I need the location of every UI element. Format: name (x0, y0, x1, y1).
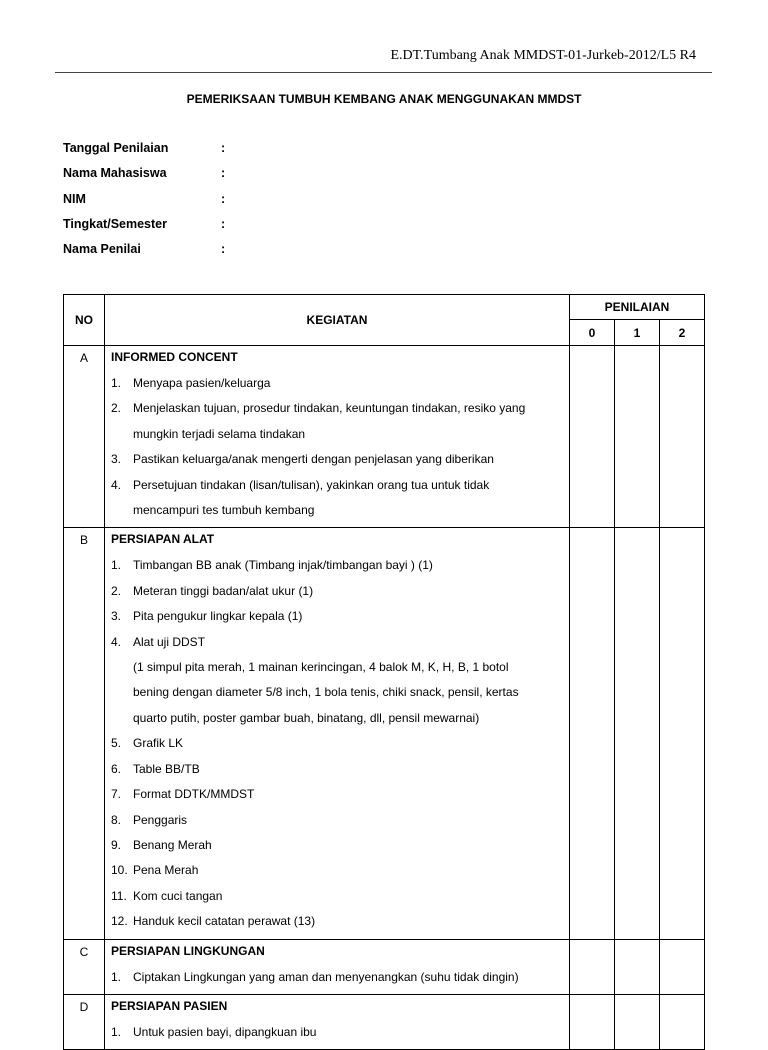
list-item-text: Handuk kecil catatan perawat (13) (133, 914, 316, 929)
list-item-text: Benang Merah (133, 837, 212, 852)
list-item-text: Timbangan BB anak (Timbang injak/timbangan bayi ) (1) (133, 558, 433, 573)
field-label: Tingkat/Semester (63, 216, 167, 231)
score-cell-2[interactable] (660, 528, 705, 939)
list-item-number: 11. (111, 888, 127, 903)
score-cell-1[interactable] (615, 939, 660, 994)
list-item-text: Pita pengukur lingkar kepala (1) (133, 609, 303, 624)
list-item (111, 782, 563, 807)
field-label: Nama Mahasiswa (63, 166, 167, 181)
list-item-number: 1. (111, 969, 122, 984)
header-no: NO (64, 295, 105, 346)
table-body (64, 346, 705, 1050)
section-content (105, 528, 570, 939)
section-content (105, 939, 570, 994)
document-code: E.DT.Tumbang Anak MMDST-01-Jurkeb-2012/L5 R4 (390, 48, 696, 63)
list-item-text: Kom cuci tangan (133, 888, 223, 903)
list-item (111, 604, 563, 629)
list-item-text: Ciptakan Lingkungan yang aman dan menyenangkan (suhu tidak dingin) (133, 969, 519, 984)
list-item-number: 1. (111, 1024, 122, 1039)
list-item-number: 3. (111, 452, 122, 467)
identity-fields (63, 141, 231, 267)
list-item-text: Format DDTK/MMDST (133, 787, 255, 802)
list-item (111, 833, 563, 858)
list-item-text: Meteran tinggi badan/alat ukur (1) (133, 583, 314, 598)
list-item-number: 12. (111, 914, 128, 929)
list-item (111, 579, 563, 604)
score-cell-2[interactable] (660, 994, 705, 1049)
section-letter: D (64, 994, 105, 1049)
list-item-text: Pastikan keluarga/anak mengerti dengan penjelasan yang diberikan (133, 452, 494, 467)
header-penilaian: PENILAIAN (570, 295, 705, 320)
section-letter: B (64, 528, 105, 939)
field-colon: : (221, 141, 226, 155)
list-item-number: 7. (111, 787, 122, 802)
field-row (63, 141, 231, 166)
list-item-text: Menjelaskan tujuan, prosedur tindakan, keuntungan tindakan, resiko yang (133, 401, 526, 416)
score-cell-0[interactable] (570, 994, 615, 1049)
section-title: INFORMED CONCENT (111, 350, 238, 364)
list-item-continuation: bening dengan diameter 5/8 inch, 1 bola tenis, chiki snack, pensil, kertas (133, 685, 519, 700)
list-item-number: 4. (111, 634, 122, 649)
score-cell-0[interactable] (570, 346, 615, 528)
section-row (64, 994, 705, 1049)
header-score-1: 1 (615, 320, 660, 346)
list-item-text: Table BB/TB (133, 761, 200, 776)
list-item-number: 2. (111, 401, 122, 416)
list-item-number: 1. (111, 558, 122, 573)
field-colon: : (221, 242, 226, 257)
section-title: PERSIAPAN LINGKUNGAN (111, 943, 265, 958)
list-item-number: 9. (111, 837, 122, 852)
list-item-text: Grafik LK (133, 736, 184, 751)
field-row (63, 166, 231, 191)
score-cell-2[interactable] (660, 939, 705, 994)
list-item-number: 8. (111, 812, 122, 827)
score-cell-1[interactable] (615, 994, 660, 1049)
field-colon: : (221, 191, 226, 206)
section-letter: A (64, 346, 105, 528)
list-item-text: Penggaris (133, 812, 188, 827)
list-item (111, 965, 563, 990)
list-item-continuation: mencampuri tes tumbuh kembang (133, 503, 315, 518)
section-letter: C (64, 939, 105, 994)
section-row (64, 939, 705, 994)
list-item (111, 731, 563, 756)
list-item-continuation: mungkin terjadi selama tindakan (133, 426, 306, 441)
header-score-2: 2 (660, 320, 705, 346)
list-item-text: Untuk pasien bayi, dipangkuan ibu (133, 1024, 317, 1039)
field-row (63, 217, 231, 242)
list-item (111, 884, 563, 909)
field-label: NIM (63, 191, 86, 206)
section-row (64, 346, 705, 528)
field-row (63, 242, 231, 267)
section-title: PERSIAPAN ALAT (111, 532, 215, 547)
score-cell-0[interactable] (570, 939, 615, 994)
list-item-number: 3. (111, 609, 122, 624)
list-item-number: 5. (111, 736, 122, 751)
list-item-text: Persetujuan tindakan (lisan/tulisan), yakinkan orang tua untuk tidak (133, 477, 490, 492)
list-item-continuation: (1 simpul pita merah, 1 mainan kerincingan, 4 balok M, K, H, B, 1 botol (133, 660, 509, 675)
list-item-continuation: quarto putih, poster gambar buah, binatang, dll, pensil mewarnai) (133, 710, 480, 725)
document-title: PEMERIKSAAN TUMBUH KEMBANG ANAK MENGGUNAKAN MMDST (186, 92, 582, 106)
list-item-number: 6. (111, 761, 122, 776)
list-item (111, 909, 563, 934)
list-item (111, 553, 563, 578)
list-item-text: Pena Merah (133, 863, 199, 878)
field-label: Tanggal Penilaian (63, 141, 169, 155)
list-item (111, 808, 563, 833)
list-item (111, 630, 563, 655)
list-item-number: 4. (111, 477, 122, 492)
list-item-text: Alat uji DDST (133, 634, 206, 649)
header-score-0: 0 (570, 320, 615, 346)
list-item-number: 10. (111, 863, 128, 878)
list-item (111, 371, 563, 396)
score-cell-1[interactable] (615, 528, 660, 939)
list-item-number: 2. (111, 583, 122, 598)
field-colon: : (221, 166, 226, 181)
header-kegiatan: KEGIATAN (105, 295, 570, 346)
list-item (111, 858, 563, 883)
field-label: Nama Penilai (63, 242, 141, 257)
section-content (105, 346, 570, 528)
section-content (105, 994, 570, 1049)
score-cell-1[interactable] (615, 346, 660, 528)
score-cell-2[interactable] (660, 346, 705, 528)
list-item (111, 757, 563, 782)
field-colon: : (221, 216, 226, 231)
list-item-text: Menyapa pasien/keluarga (133, 376, 271, 390)
list-item (111, 473, 563, 498)
section-row (64, 528, 705, 939)
list-item (111, 447, 563, 472)
field-row (63, 192, 231, 217)
score-cell-0[interactable] (570, 528, 615, 939)
list-item-number: 1. (111, 376, 122, 390)
header-divider (55, 72, 712, 73)
list-item (111, 396, 563, 421)
assessment-table (63, 294, 705, 1050)
section-title: PERSIAPAN PASIEN (111, 998, 228, 1013)
